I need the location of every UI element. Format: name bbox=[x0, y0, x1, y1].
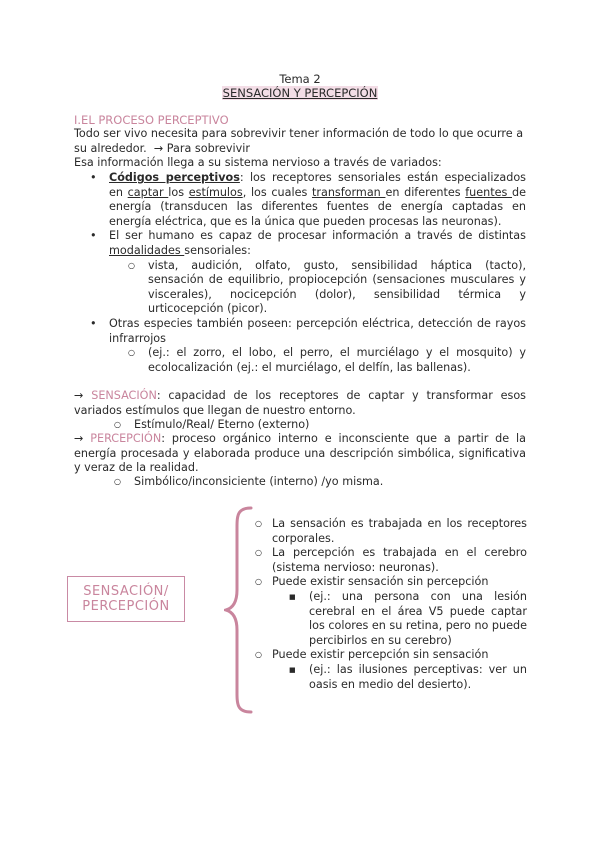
list-item bbox=[90, 171, 526, 229]
term-sensacion: SENSACIÓN bbox=[91, 389, 157, 402]
definition-percepcion bbox=[74, 432, 526, 476]
sensacion-percepcion-box bbox=[67, 576, 185, 622]
text-span: El ser humano es capaz de procesar información a través de distintas bbox=[109, 229, 526, 243]
text-span: : capacidad de los receptores de captar y transformar esos variados estímulos que llegan de nuestro entorno. bbox=[74, 389, 527, 417]
arrow-icon: → bbox=[74, 389, 84, 402]
intro-note: Para sobrevivir bbox=[166, 141, 250, 155]
sub-list-item: ○ Estímulo/Real/ Eterno (externo) bbox=[114, 418, 515, 433]
intro-paragraph-2: Esa información llega a su sistema nervioso a través de variados: bbox=[74, 156, 442, 169]
sensacion-sub-list bbox=[95, 418, 515, 433]
text-span: sensoriales: bbox=[184, 243, 251, 257]
list-item bbox=[255, 648, 527, 692]
term-codigos: Códigos perceptivos bbox=[109, 171, 240, 184]
sub-list-item: ○ Simbólico/inconsiciente (interno) /yo misma. bbox=[114, 475, 515, 490]
sub-list-item: ○ vista, audición, olfato, gusto, sensibilidad háptica (tacto), sensación de equilibrio, propiocepción (sensaciones musculares y viscerales), nocicepción (dolor), sensibilidad térmica y urticocepción (picor). bbox=[128, 259, 526, 317]
text-span: , los cuales bbox=[242, 185, 312, 199]
text-span: Puede existir percepción sin sensación bbox=[272, 648, 489, 662]
list-item bbox=[90, 229, 526, 317]
text-span: de energía (transducen las diferentes fuentes de energía captadas en energía eléctrica, que es la única que pueden procesas las neuronas). bbox=[109, 185, 526, 228]
term-percepcion: PERCEPCIÓN bbox=[90, 432, 162, 445]
sub-list-item: ○ (ej.: el zorro, el lobo, el perro, el murciélago y el mosquito) y ecolocalización (ej.: el murciélago, el delfín, las ballenas). bbox=[128, 346, 526, 375]
curly-brace-icon bbox=[224, 505, 254, 715]
arrow-icon: → bbox=[74, 432, 84, 445]
text-span: en diferentes bbox=[385, 185, 466, 199]
term-modalidades: modalidades bbox=[109, 243, 185, 257]
sub-list-item: ■ (ej.: las ilusiones perceptivas: ver un oasis en medio del desierto). bbox=[289, 663, 527, 692]
text-span: Puede existir sensación sin percepción bbox=[272, 575, 489, 589]
definition-sensacion bbox=[74, 389, 526, 418]
percepcion-sub-list bbox=[95, 475, 515, 490]
term-captar: captar bbox=[127, 185, 169, 199]
text-span: : los receptores sensoriales están especializados en bbox=[109, 171, 526, 199]
term-estimulos: estímulos bbox=[188, 185, 243, 199]
perceptive-codes-list bbox=[90, 171, 526, 375]
subtitle-highlight: SENSACIÓN Y PERCEPCIÓN bbox=[222, 86, 378, 100]
list-item bbox=[90, 317, 526, 375]
comparison-list bbox=[255, 517, 527, 692]
text-span: : proceso orgánico interno e inconsciente que a partir de la energía procesada y elaborada produce una descripción simbólica, significativa y veraz de la realidad. bbox=[74, 432, 526, 475]
box-line-1: SENSACIÓN/ bbox=[83, 584, 169, 599]
list-item: ○ La percepción es trabajada en el cerebro (sistema nervioso: neuronas). bbox=[255, 546, 527, 575]
text-span: Otras especies también poseen: percepción eléctrica, detección de rayos infrarrojos bbox=[109, 316, 526, 345]
list-item: ○ La sensación es trabajada en los receptores corporales. bbox=[255, 517, 527, 546]
intro-paragraph bbox=[74, 127, 526, 156]
text-span: los bbox=[168, 185, 189, 199]
term-transforman: transforman bbox=[311, 185, 386, 199]
intro-text: Todo ser vivo necesita para sobrevivir tener información de todo lo que ocurre a su alrededor. bbox=[74, 127, 524, 155]
list-item bbox=[255, 575, 527, 648]
box-line-2: PERCEPCIÓN bbox=[82, 599, 170, 614]
section-heading: I.EL PROCESO PERCEPTIVO bbox=[74, 113, 229, 127]
sub-list bbox=[109, 259, 526, 317]
arrow-icon: → bbox=[153, 141, 164, 155]
sub-list bbox=[272, 590, 527, 648]
sub-list bbox=[272, 663, 527, 692]
document-subtitle bbox=[0, 86, 600, 101]
sub-list-item: ■ (ej.: una persona con una lesión cerebral en el área V5 puede captar los colores en su retina, pero no puede percibirlos en su cerebro) bbox=[289, 590, 527, 648]
term-fuentes: fuentes bbox=[465, 185, 513, 199]
document-title: Tema 2 bbox=[279, 72, 321, 86]
sub-list bbox=[109, 346, 526, 375]
